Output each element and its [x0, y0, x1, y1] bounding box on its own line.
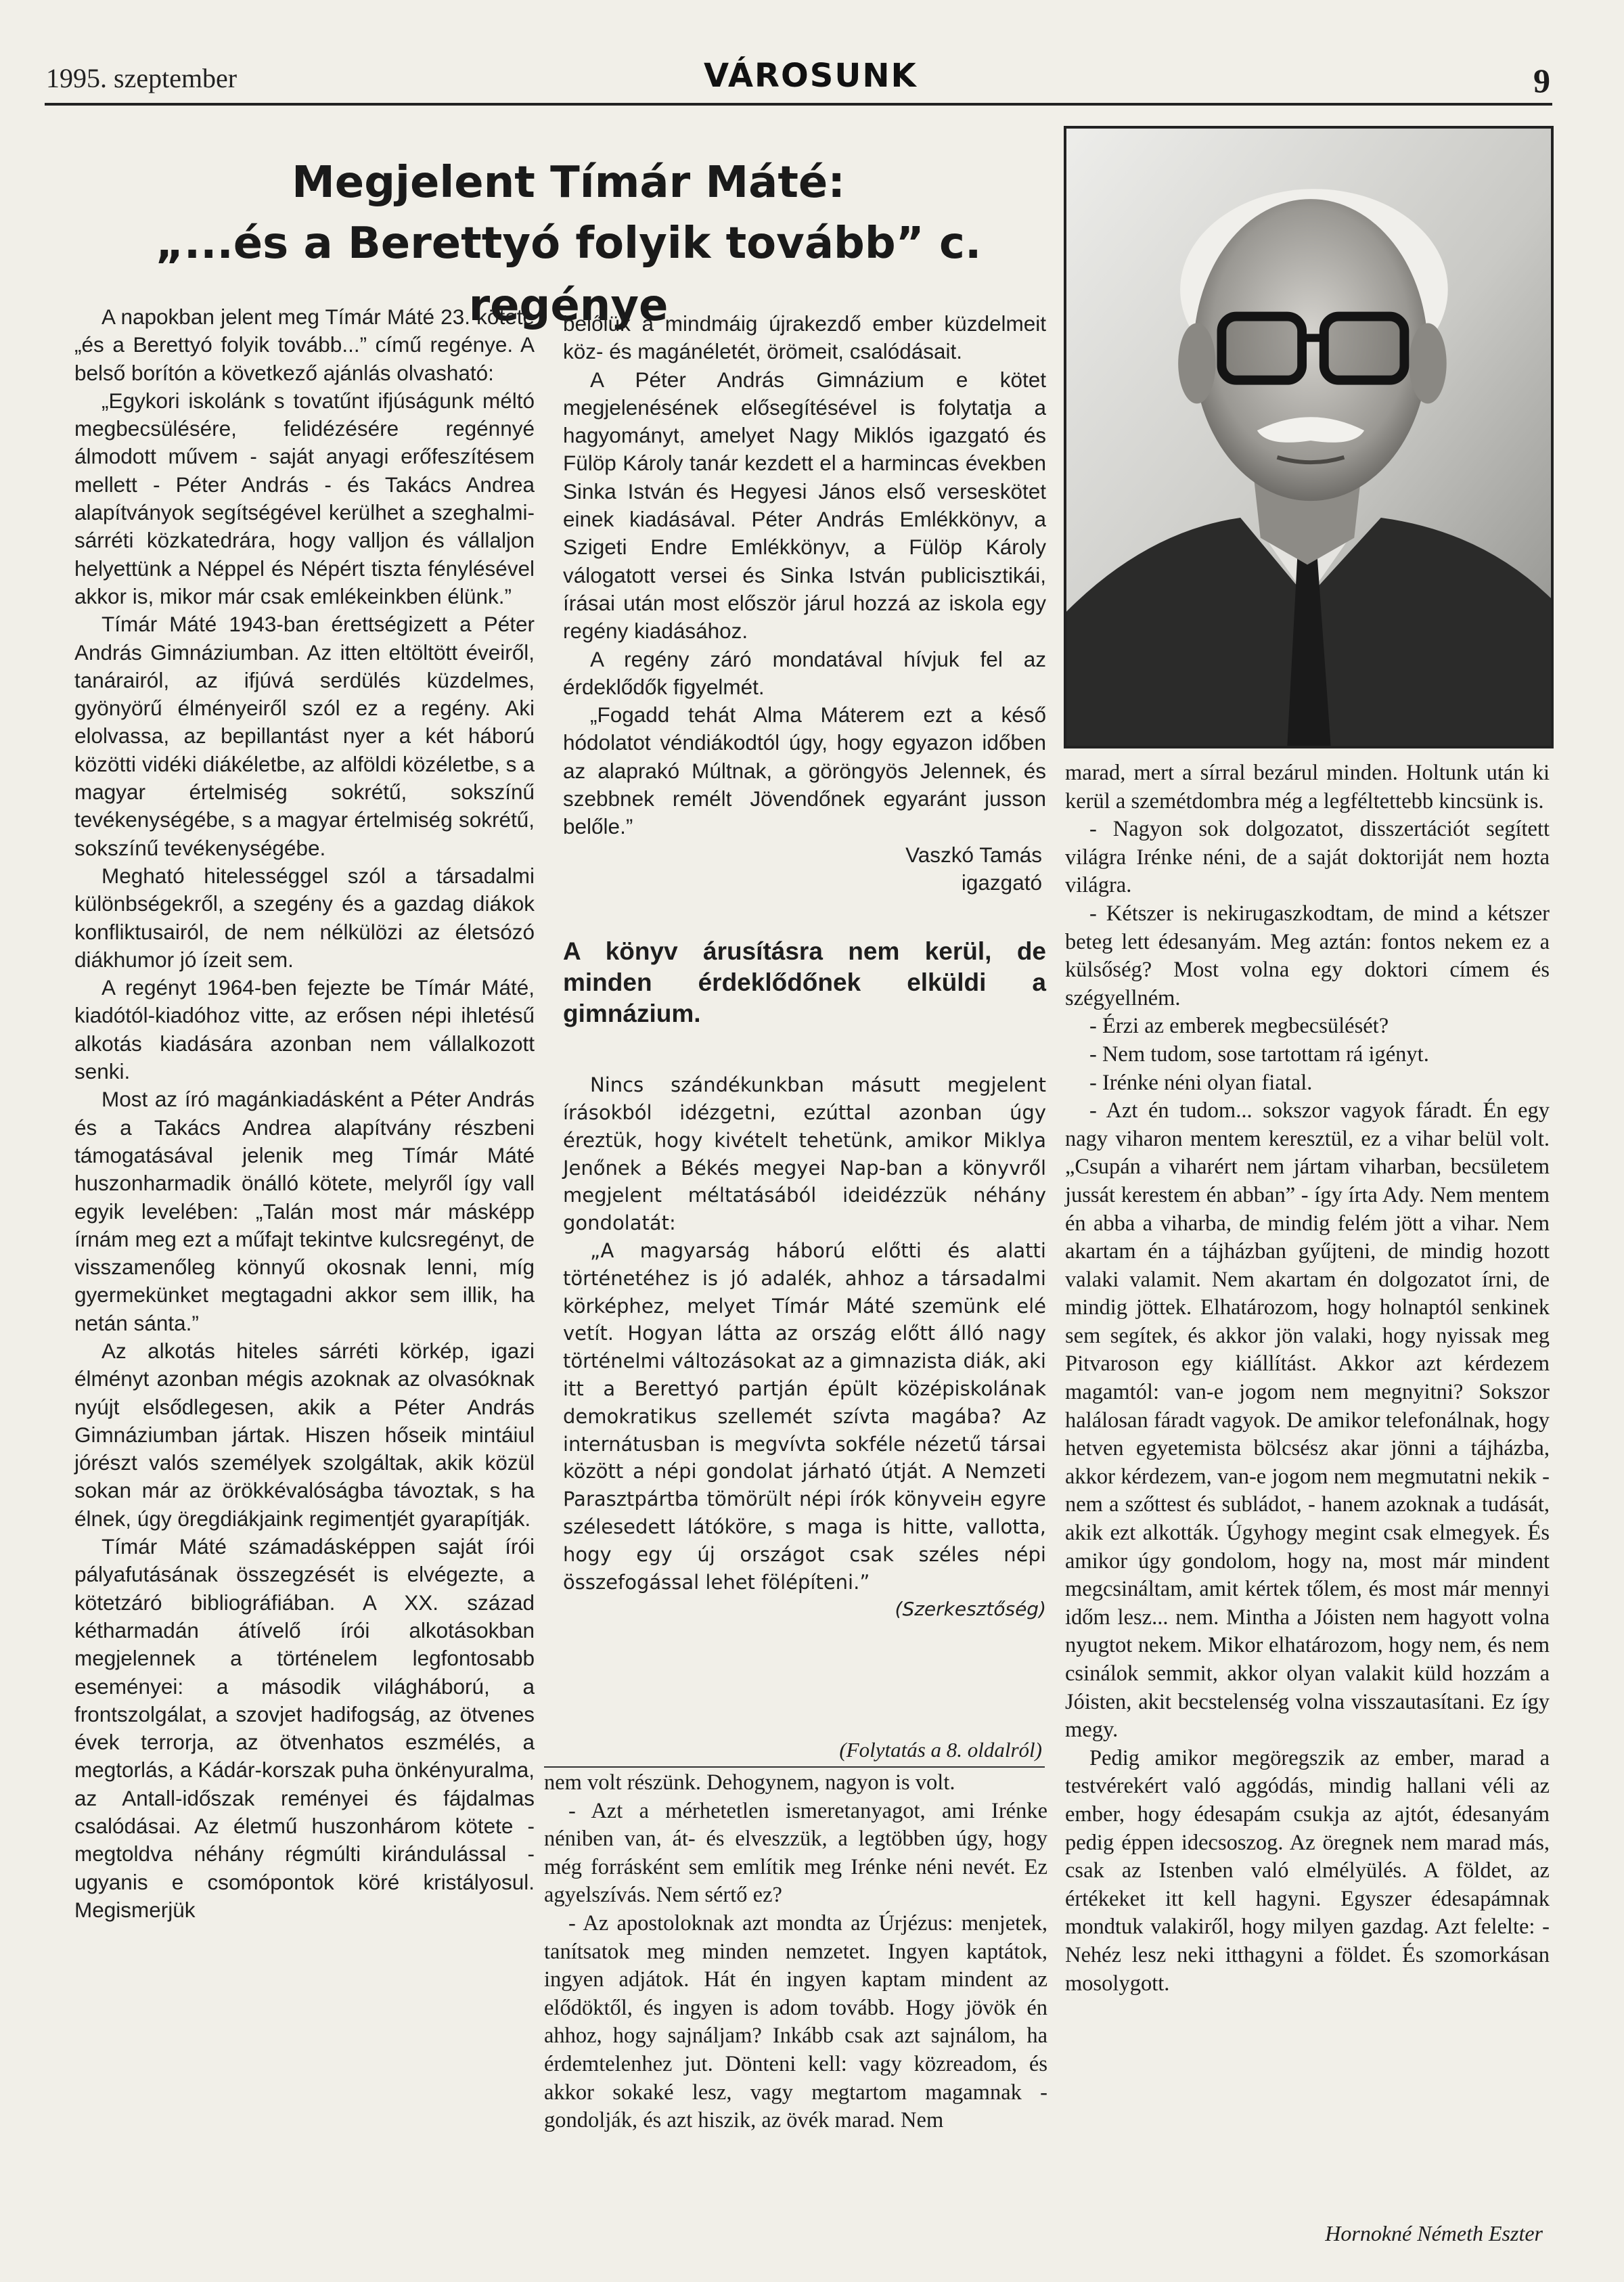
interview-column-1	[544, 1769, 1047, 2135]
paragraph: Nincs szándékunkban másutt megjelent írásokból idézgetni, ezúttal azonban úgy éreztük, hogy kivételt tehetünk, amikor Miklya Jenőnek a Békés megyei Nap-ban a könyvről megjelent méltatásából ideidézzük néhány gondolatát:	[563, 1073, 1046, 1235]
issue-date: 1995. szeptember	[46, 63, 238, 93]
signature-name: Vaszkó Tamás	[905, 842, 1042, 867]
subheading: A könyv árusításra nem kerül, de minden érdeklődőnek elküldi a gimnázium.	[563, 937, 1046, 1028]
paragraph: Tímár Máté számadásképpen saját írói pályafutásának összegzését is elvégezte, a kötetzáró bibliográfiában. A XX. század kétharmadán átívelő írói alkotásokban megjelennek a történelem legfontosabb eseményei: a második világháború, a frontszolgálat, a szovjet hadifogság, az ötvenes évek terrorja, az ötvenhatos eszmélés, a megtorlás, a Kádár-korszak puha önkényuralma, az Antall-időszak reményei és fájdalmas csalódásai. Az életmű huszonhárom kötete - megtoldva néhány régmúlti kirándulással - ugyanis e csomópontok köré kristályosul. Megismerjük	[74, 1534, 535, 1922]
paragraph: nem volt részünk. Dehogynem, nagyon is volt.	[544, 1770, 955, 1795]
article-column-1	[74, 303, 535, 1924]
paragraph: Az alkotás hiteles sárréti körkép, igazi élményt azonban mégis azoknak az olvasóknak nyújt elsődlegesen, akik a Péter András Gimnáziumban jártak. Hiszen hőseik mintáiul jórészt valós személyek szolgáltak, akik közül sokan már az örökkévalóságba távoztak, s ha élnek, úgy öregdiákjaink regimentjét gyarapítják.	[74, 1338, 535, 1531]
headline-line-1: Megjelent Tímár Máté:	[292, 158, 845, 208]
paragraph: A regényt 1964-ben fejezte be Tímár Máté, kiadótól-kiadóhoz vitte, az erősen népi ihletésű alkotás kiadására azonban nem vállalkozott senki.	[74, 975, 535, 1084]
paragraph: A regény záró mondatával hívjuk fel az érdeklődők figyelmét.	[563, 646, 1046, 699]
signature-role: igazgató	[961, 870, 1042, 895]
paragraph: - Azt én tudom... sokszor vagyok fáradt. Én egy nagy viharon mentem keresztül, ez a vihar belül volt. „Csupán a viharért nem jártam viharban, becsületem jussát kerestem én abban” - így írta Ady. Nem mentem én abba a viharba, de mindig felém jött a vihar. Nem akartam én a tájházban gyűjteni, de mindig hozott valaki valamit. Nem akartam én dolgozatot írni, de mindig jöttek. Elhatározom, hogy holnaptól senkinek sem segítek, és akkor jön valaki, hogy nyissak meg Pitvaroson egy kiállítást. Akkor azt kérdezem magamtól: van-e jogom nem megnyitni? Sokszor halálosan fáradt vagyok. De amikor telefonálnak, hogy hetven egyetemista bölcsész akar jönni a tájházba, akkor kérdezem, van-e jogom nem megmutatni nekik - nem a szőttest és subládot, - hanem azoknak a tudását, akik ezt alkották. Úgyhogy megint csak elmegyek. És amikor úgy gondolom, hogy na, most már mindent megcsináltam, amit kértek tőlem, és most már mennyi időm lesz... nem. Mintha a Jóisten nem hagyott volna nyugtot nekem. Mikor elhatározom, hogy nem, és nem csinálok semmit, akkor olyan valakit küld hozzám a Jóisten, akit becstelenség volna visszautasítani. Ez így megy.	[1065, 1098, 1550, 1743]
article-column-2	[563, 310, 1046, 1624]
paragraph: „Egykori iskolánk s tovatűnt ifjúságunk méltó megbecsülésére, felidézésére regénnyé álmodott művem - saját anyagi erőfeszítésem mellett - Péter András - és Takács Andrea alapítványok segítségével kerülhet a szeghalmi-sárréti közkatedrára, hogy valljon és vállaljon helyettünk a Néppel és Népért tiszta fénylésével akkor is, mikor már csak emlékeinkben élünk.”	[74, 388, 535, 608]
paragraph: A Péter András Gimnázium e kötet megjelenésének elősegítésével is folytatja a hagyományt, amelyet Nagy Miklós igazgató és Fülöp Károly tanár kezdett el a harmincas években Sinka István és Hegyesi János első verseskötet einek kiadásával. Péter András Emlékkönyv, a Szigeti Endre Emlékkönyv, a Fülöp Károly válogatott versei és Sinka István publicisztikái, írásai után most először járul hozzá az iskola egy regény kiadásához.	[563, 367, 1046, 644]
interview-column-2	[1065, 759, 1550, 1998]
header-rule	[45, 103, 1552, 106]
paragraph: Most az író magánkiadásként a Péter András és a Takács Andrea alapítvány részbeni támogatásával jelenik meg Tímár Máté huszonharmadik önálló kötete, melyről így vall egyik levelében: „Talán most már másképp írnám meg ezt a műfajt tekintve kulcsregényt, de visszamenőleg könnyű okosnak lenni, míg gyermekünket megtagadni akkor sem illik, ha netán sánta.”	[74, 1087, 535, 1335]
paragraph: - Nem tudom, sose tartottam rá igényt.	[1089, 1042, 1429, 1067]
author-signature: Hornokné Németh Eszter	[1325, 2221, 1543, 2245]
paragraph: Megható hitelességgel szól a társadalmi különbségekről, a szegény és a gazdag diákok konfliktusairól, de nem nélkülözi az életsózó diákhumor jó ízeit sem.	[74, 863, 535, 972]
paragraph: „Fogadd tehát Alma Máterem ezt a késő hódolatot véndiákodtól úgy, hogy egyazon időben az alaprakó Múltnak, a göröngyös Jelennek, és szebbnek remélt Jövendőnek egyaránt jusson belőle.”	[563, 702, 1046, 839]
paragraph: marad, mert a sírral bezárul minden. Holtunk után ki kerül a szemétdombra még a legféltettebb kincsünk is.	[1065, 761, 1550, 813]
quote-section	[563, 1071, 1046, 1624]
paragraph: „A magyarság háború előtti és alatti történetéhez is jó adalék, ahhoz a társadalmi körképhez, melyet Tímár Máté szemünk elé vetít. Hogyan látta az ország előtt álló nagy történelmi változásokat az a gimnazista diák, aki itt a Berettyó partján épült középiskolának demokratikus szellemét szívta magába? Az internátusban is megvívta sokféle nézetű társai között a népi gondolat járható útját. A Nemzeti Parasztpártba tömörült népi írók könyveiн egyre szélesedett látóköre, s maga is hitte, vallotta, hogy egy új országot csak széles népi összefogással lehet fölépíteni.”	[563, 1239, 1046, 1594]
editor-signature: (Szerkesztőség)	[895, 1598, 1046, 1621]
paragraph: A napokban jelent meg Tímár Máté 23. kötete „és a Berettyó folyik tovább...” című regénye. A belső borítón a következő ajánlás olvasható:	[74, 305, 535, 385]
continued-note: (Folytatás a 8. oldalról)	[839, 1738, 1042, 1762]
paragraph: Tímár Máté 1943-ban érettségizett a Péter András Gimnáziumban. Az itten eltöltött éveiről, tanárairól, az ifjúvá serdülés küzdelmes, gyönyörű élményeiről szól ez a regény. Aki elolvassa, az bepillantást nyer a két háború közötti vidéki diákéletbe, az alföldi közéletbe, s a magyar értelmiség sokrétű, sokszínű tevékenységébe, s a magyar értelmiség sokrétű, sokszínű tevékenységébe.	[74, 612, 535, 860]
paragraph: - Kétszer is nekirugaszkodtam, de mind a kétszer beteg lett édesanyám. Meg aztán: fontos nekem ez a külsőség? Most volna egy doktori címem és szégyellném.	[1065, 901, 1550, 1010]
section-divider	[544, 1766, 1045, 1768]
paragraph: - Érzi az emberek megbecsülését?	[1089, 1014, 1389, 1039]
paragraph: belőlük a mindmáig újrakezdő ember küzdelmeit köz- és magánéletét, örömeit, csalódásait.	[563, 311, 1046, 364]
headline-line-2: „...és a Berettyó folyik tovább” c. regénye	[155, 219, 982, 331]
portrait-photo-icon	[1064, 126, 1554, 748]
paragraph: - Azt a mérhetetlen ismeretanyagot, ami Irénke néniben van, át- és elveszzük, a legtöbben úgy, hogy még forrásként sem említik meg Irénke néni nevét. Ez agyelszívás. Nem sértő ez?	[544, 1798, 1047, 1908]
paragraph: - Nagyon sok dolgozatot, disszertációt segített világra Irénke néni, de a saját doktoriját nem hozta világra.	[1065, 817, 1550, 898]
masthead: VÁROSUNK	[704, 57, 918, 95]
paragraph: - Az apostoloknak azt mondta az Úrjézus: menjetek, tanítsatok meg minden nemzetet. Ingyen kaptátok, ingyen adjátok. Hát én ingyen kaptam mindent az elődöktől, és ingyen is adom tovább. Hogy jövök én ahhoz, hogy sajnáljam? Inkább csak azt sajnálom, ha érdemtelenhez jut. Dönteni kell: vagy közreadom, és akkor sokaké lesz, vagy megtartom magamnak - gondolják, és azt hiszik, az övék marad. Nem	[544, 1910, 1047, 2133]
paragraph: Pedig amikor megöregszik az ember, marad a testvérekért való aggódás, mindig hallani véli az ember, hogy édesapám csukja az ajtót, édesanyám pedig éppen idecsoszog. Az öregnek nem marad más, csak az Istenben való elmélyülés. A földet, az értékeket itt kell hagyni. Egyszer édesapámnak mondtuk valakiről, hogy milyen gazdag. Azt felelte: - Nehéz lesz neki itthagyni a földet. És szomorkásan mosolygott.	[1065, 1745, 1550, 1996]
paragraph: - Irénke néni olyan fiatal.	[1089, 1070, 1313, 1095]
page-number: 9	[1533, 62, 1550, 99]
